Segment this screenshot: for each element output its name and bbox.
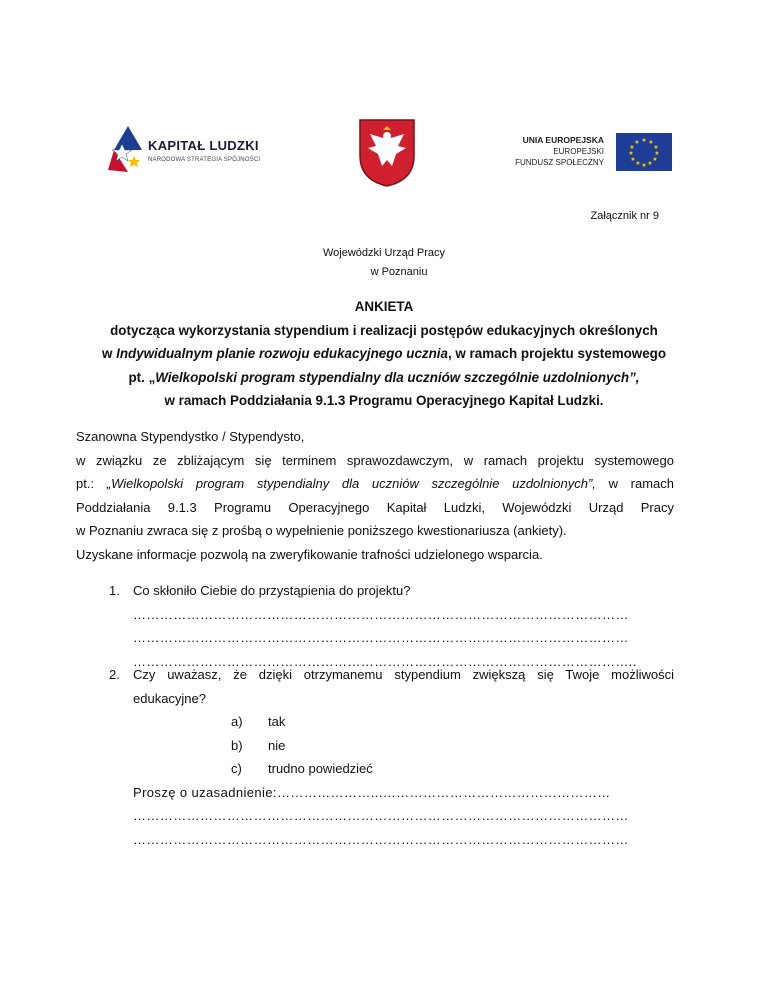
intro-line2-a: pt.: [76, 476, 107, 491]
intro-line2-b: „Wielkopolski program stypendialny dla uczniów szczególnie uzdolnionych”, [106, 476, 596, 491]
svg-text:★: ★ [641, 162, 647, 169]
question-1 [109, 579, 674, 673]
intro-greeting: Szanowna Stypendystko / Stypendysto, [76, 429, 305, 444]
kapital-ludzki-logo [106, 120, 276, 178]
option-a-text: tak [268, 714, 286, 729]
intro-line3: Poddziałania 9.1.3 Programu Operacyjnego Kapitał Ludzki, Wojewódzki Urząd Pracy [76, 499, 674, 515]
option-a[interactable] [133, 710, 674, 734]
intro-line5: Uzyskane informacje pozwolą na zweryfikowanie trafności udzielonego wsparcia. [76, 546, 543, 562]
svg-text:★: ★ [648, 139, 654, 146]
attachment-label: Załącznik nr 9 [590, 210, 659, 222]
justification-line-3[interactable]: ………………………………………………………………………………………………… [133, 831, 629, 847]
ue-line3: FUNDUSZ SPOŁECZNY [515, 158, 604, 167]
question-1-number: 1. [109, 583, 120, 598]
option-b[interactable] [133, 734, 674, 758]
heading-line4-a: pt. „ [128, 369, 156, 385]
svg-text:★: ★ [653, 144, 659, 151]
office-line2: w Poznaniu [370, 266, 428, 278]
office-address [0, 244, 768, 282]
answer-line-3[interactable]: ………………………………………………………………………………………………….. [133, 653, 637, 669]
intro-line2 [76, 472, 674, 496]
header-logos [0, 110, 768, 190]
ue-efs-logo [488, 120, 678, 182]
heading-line2: dotycząca wykorzystania stypendium i realizacji postępów edukacyjnych określonych [110, 322, 658, 338]
survey-heading [60, 295, 708, 413]
question-2-text-line2: edukacyjne? [133, 690, 206, 706]
svg-text:★: ★ [628, 150, 634, 157]
svg-text:★: ★ [654, 150, 660, 157]
answer-line-1[interactable]: ………………………………………………………………………………………………… [133, 606, 629, 622]
heading-line5: w ramach Poddziałania 9.1.3 Programu Operacyjnego Kapitał Ludzki. [164, 393, 604, 408]
question-2 [109, 663, 674, 851]
svg-text:★: ★ [629, 144, 635, 151]
heading-line4-b: Wielkopolski program stypendialny dla uczniów szczególnie uzdolnionych”, [155, 369, 640, 385]
svg-text:★: ★ [641, 137, 647, 144]
heading-title: ANKIETA [354, 299, 414, 314]
option-a-letter: a) [231, 714, 243, 729]
justification-line-2[interactable]: ………………………………………………………………………………………………… [133, 808, 629, 823]
heading-line3-a: w [101, 346, 117, 361]
wielkopolska-coat-of-arms-icon [358, 118, 416, 188]
ue-line2: EUROPEJSKI [553, 147, 604, 156]
intro-paragraph [76, 425, 674, 566]
intro-line4: w Poznaniu zwraca się z prośbą o wypełnienie poniższego kwestionariusza (ankiety). [76, 523, 567, 538]
heading-line3 [60, 342, 708, 366]
option-c[interactable] [133, 757, 674, 781]
svg-text:★: ★ [635, 160, 641, 167]
option-c-letter: c) [231, 761, 242, 776]
answer-line-2[interactable]: ………………………………………………………………………………………………… [133, 630, 629, 645]
svg-text:★: ★ [647, 160, 653, 167]
option-c-text: trudno powiedzieć [268, 761, 373, 776]
question-1-text: Co skłoniło Ciebie do przystąpienia do projektu? [133, 583, 411, 598]
svg-text:★: ★ [652, 156, 658, 163]
office-line1: Wojewódzki Urząd Pracy [322, 247, 446, 259]
heading-line4 [60, 366, 708, 390]
svg-text:★: ★ [630, 156, 636, 163]
option-b-text: nie [268, 737, 286, 753]
heading-line3-b: Indywidualnym planie rozwoju edukacyjnego ucznia [116, 346, 448, 361]
option-b-letter: b) [231, 737, 243, 753]
heading-line3-c: , w ramach projektu systemowego [447, 346, 667, 361]
svg-text:★: ★ [634, 139, 640, 146]
justification-line[interactable]: Proszę o uzasadnienie:…………………...…………………………………………… [133, 784, 611, 800]
kapital-ludzki-emblem-icon [106, 120, 146, 176]
kapital-ludzki-title: KAPITAŁ LUDZKI [148, 138, 259, 153]
eu-flag-icon [616, 133, 672, 171]
question-2-text-line1: Czy uważasz, że dzięki otrzymanemu stypendium zwiększą się Twoje możliwości [133, 667, 674, 682]
intro-line1: w związku ze zbliżającym się terminem sprawozdawczym, w ramach projektu systemowego [76, 452, 674, 468]
question-2-number: 2. [109, 667, 120, 682]
kapital-ludzki-subtitle: NARODOWA STRATEGIA SPÓJNOŚCI [148, 157, 261, 163]
intro-line2-c: w ramach [595, 476, 674, 491]
ue-line1: UNIA EUROPEJSKA [522, 135, 604, 145]
